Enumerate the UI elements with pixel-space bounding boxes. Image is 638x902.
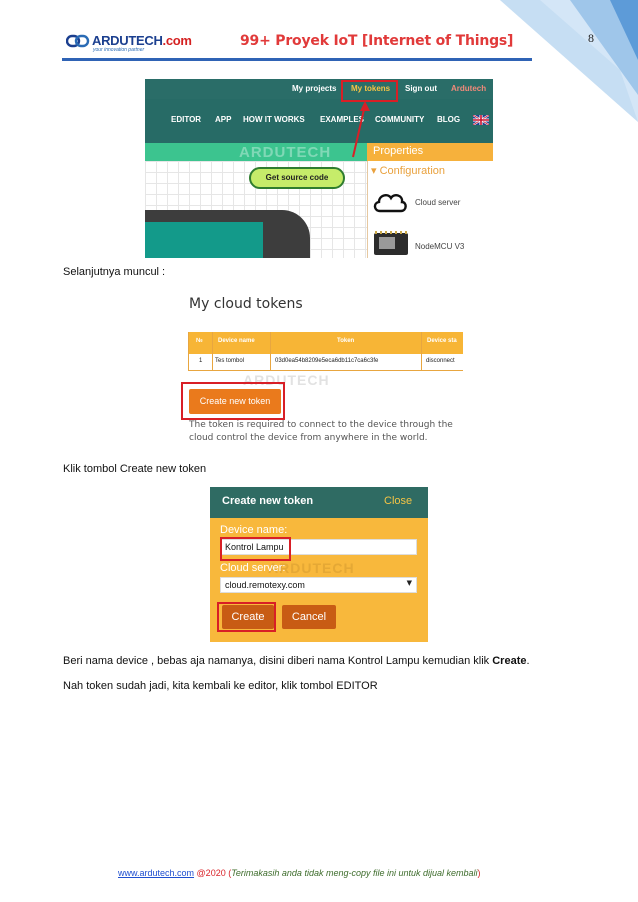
header-rule: [62, 58, 532, 61]
properties-header: Properties: [367, 143, 493, 161]
cloud-server-select[interactable]: [220, 577, 417, 593]
paragraph-3: Beri nama device , bebas aja namanya, disini diberi nama Kontrol Lampu kemudian klik Create.: [63, 655, 530, 667]
cell-device-name: Tes tombol: [215, 358, 245, 364]
footer-copyright: @2020: [196, 868, 226, 878]
nav-community[interactable]: COMMUNITY: [375, 115, 425, 124]
col-no: №: [196, 338, 203, 344]
page-number: 8: [588, 31, 594, 45]
close-button[interactable]: Close: [384, 495, 413, 507]
col-device-status: Device sta: [427, 338, 457, 344]
highlight-create-button: [181, 382, 285, 420]
table-border: [212, 332, 213, 370]
highlight-create: [217, 602, 276, 632]
paragraph-2: Klik tombol Create new token: [63, 463, 207, 475]
chevron-down-icon: ▼: [406, 579, 412, 587]
cloud-server-label: Cloud server:: [220, 562, 286, 574]
configuration-header[interactable]: ▾ Configuration: [371, 165, 446, 177]
col-token: Token: [337, 338, 355, 344]
highlight-device-name: [220, 537, 291, 561]
user-link[interactable]: Ardutech: [451, 84, 487, 93]
cloud-tokens-screenshot: [185, 290, 463, 448]
paragraph-4: Nah token sudah jadi, kita kembali ke editor, klik tombol EDITOR: [63, 680, 378, 692]
nav-how-it-works[interactable]: HOW IT WORKS: [243, 115, 305, 124]
get-source-code-button[interactable]: Get source code: [249, 167, 345, 189]
footer-note: Terimakasih anda tidak meng-copy file ini untuk dijual kembali: [231, 868, 478, 878]
main-nav: [145, 99, 493, 143]
create-new-token-button[interactable]: Create new token: [189, 389, 281, 414]
footer-paren-open: (: [228, 868, 232, 878]
cloud-icon[interactable]: [371, 187, 409, 217]
cell-no: 1: [199, 358, 203, 364]
uk-flag-icon[interactable]: [473, 115, 489, 125]
ardutech-logo: [66, 32, 196, 52]
device-name-label: Device name:: [220, 524, 288, 536]
nav-editor[interactable]: EDITOR: [171, 115, 202, 124]
watermark: ARDUTECH: [268, 560, 355, 576]
phone-screen: [145, 222, 263, 258]
cell-token: 03d0ea54b8209e5eca6db11c7ca6c3fe: [275, 358, 379, 364]
highlight-my-tokens: [341, 80, 398, 102]
col-device-name: Device name: [218, 338, 255, 344]
nav-app[interactable]: APP: [215, 115, 232, 124]
footer: [118, 868, 481, 878]
document-title: 99+ Proyek IoT [Internet of Things]: [240, 33, 514, 49]
sign-out-link[interactable]: Sign out: [405, 84, 437, 93]
cloud-server-label: Cloud server: [415, 198, 461, 207]
logo-tagline: your innovation partner: [93, 47, 145, 53]
table-border: [421, 332, 422, 370]
footer-link[interactable]: www.ardutech.com: [118, 868, 195, 878]
create-emphasis: Create: [492, 655, 527, 667]
table-border: [188, 332, 189, 370]
nav-blog[interactable]: BLOG: [437, 115, 461, 124]
logo-text: ARDUTECH.com: [92, 33, 192, 48]
editor-screenshot: [145, 79, 493, 258]
create-token-dialog: [210, 487, 428, 642]
nav-examples[interactable]: EXAMPLES: [320, 115, 365, 124]
my-tokens-link[interactable]: My tokens: [351, 84, 391, 93]
dialog-title: Create new token: [222, 495, 314, 507]
token-description: The token is required to connect to the device through the cloud control the device from anywhere in the world.: [189, 420, 453, 443]
cell-status: disconnect: [426, 358, 455, 364]
link-logo-icon: [66, 34, 90, 48]
footer-paren-close: ): [477, 868, 481, 878]
pointer-arrow: [345, 101, 375, 161]
corner-decoration: [470, 0, 638, 122]
paragraph-1: Selanjutnya muncul :: [63, 266, 166, 278]
create-button[interactable]: Create: [222, 605, 274, 629]
cloud-server-value: cloud.remotexy.com: [225, 580, 305, 590]
cancel-button[interactable]: Cancel: [282, 605, 336, 629]
board-icon[interactable]: [371, 227, 411, 258]
my-projects-link[interactable]: My projects: [292, 84, 337, 93]
watermark: ARDUTECH: [239, 144, 332, 161]
top-link-bar: [145, 79, 493, 99]
device-name-field[interactable]: Kontrol Lampu: [220, 539, 417, 555]
watermark: ARDUTECH: [243, 372, 330, 388]
page-title: My cloud tokens: [189, 296, 303, 312]
table-border: [270, 332, 271, 370]
nodemcu-label: NodeMCU V3: [415, 242, 465, 251]
tokens-table: [188, 332, 463, 370]
